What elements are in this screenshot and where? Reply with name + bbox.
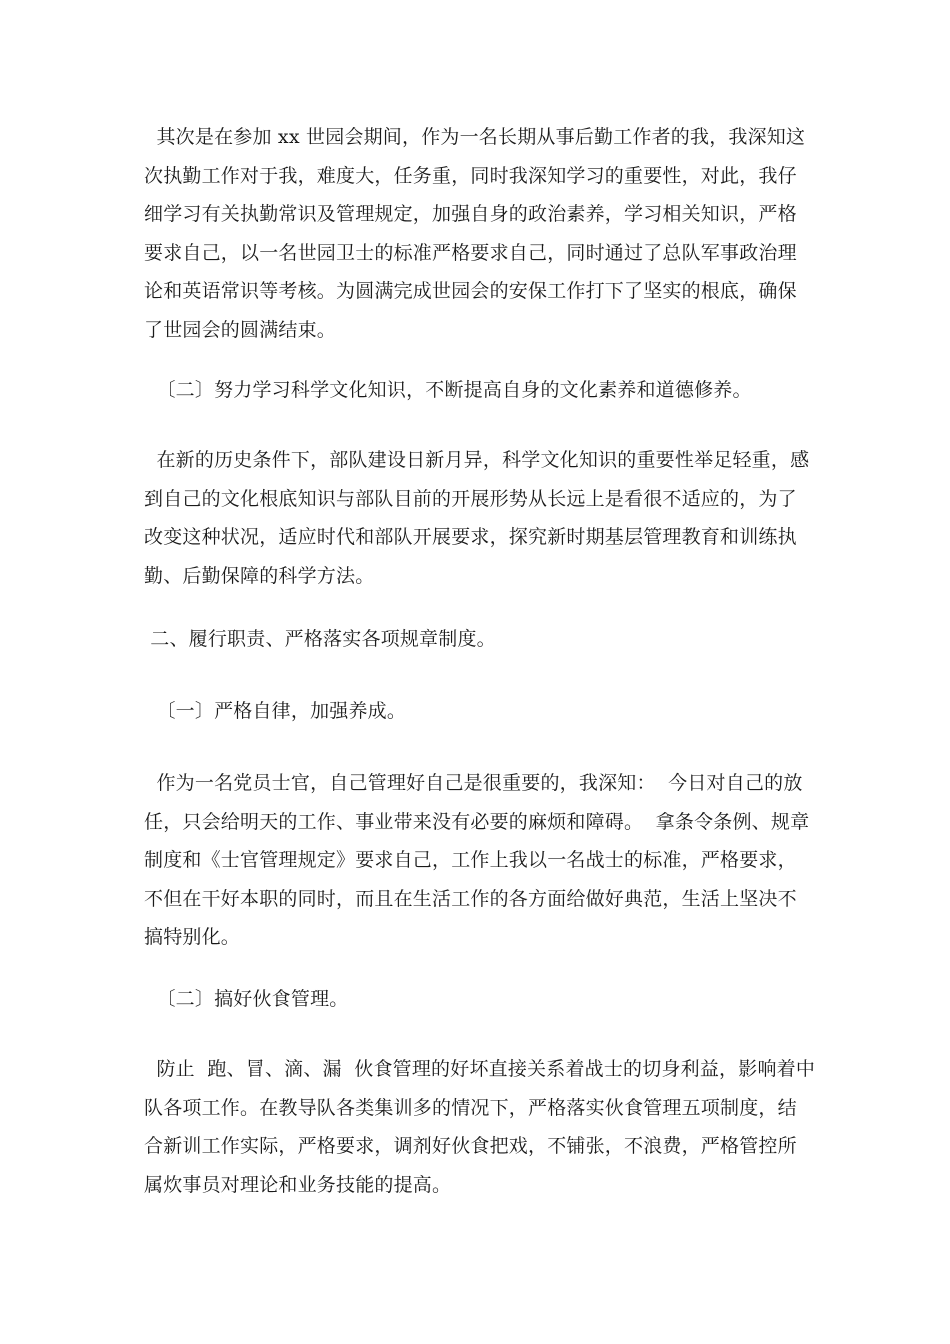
text-line: 细学习有关执勤常识及管理规定，加强自身的政治素养，学习相关知识，严格 — [144, 203, 797, 226]
paragraph-party-member — [144, 764, 810, 957]
paragraph-food-management — [144, 1050, 816, 1204]
text-line: 到自己的文化根底知识与部队目前的开展形势从长远上是看很不适应的，为了 — [144, 487, 797, 510]
text-line: 队各项工作。在教导队各类集训多的情况下，严格落实伙食管理五项制度，结 — [144, 1096, 797, 1119]
text-line: 〔二〕搞好伙食管理。 — [144, 988, 349, 1010]
text-line: 要求自己，以一名世园卫士的标准严格要求自己，同时通过了总队军事政治理 — [144, 241, 797, 264]
text-line: 在新的历史条件下，部队建设日新月异，科学文化知识的重要性举足轻重，感 — [144, 449, 810, 471]
paragraph-new-conditions — [144, 441, 810, 595]
text-line: 属炊事员对理论和业务技能的提高。 — [144, 1173, 452, 1196]
text-line: 其次是在参加 xx 世园会期间，作为一名长期从事后勤工作者的我，我深知这 — [144, 126, 806, 148]
text-line: 防止 跑、冒、滴、漏 伙食管理的好坏直接关系着战士的切身利益，影响着中 — [144, 1058, 816, 1080]
text-line: 搞特别化。 — [144, 926, 241, 949]
heading-self-discipline — [144, 692, 810, 731]
text-line: 改变这种状况，适应时代和部队开展要求，探究新时期基层管理教育和训练执 — [144, 526, 797, 549]
text-line: 了世园会的圆满结束。 — [144, 318, 337, 341]
text-line: 合新训工作实际，严格要求，调剂好伙食把戏，不铺张，不浪费，严格管控所 — [144, 1135, 797, 1158]
text-line: 制度和《士官管理规定》要求自己，工作上我以一名战士的标准，严格要求， — [144, 849, 797, 872]
text-line: 论和英语常识等考核。为圆满完成世园会的安保工作打下了坚实的根底，确保 — [144, 280, 797, 303]
text-line: 任，只会给明天的工作、事业带来没有必要的麻烦和障碍。 拿条令条例、规章 — [144, 810, 810, 833]
paragraph-shiyuanhui-duty — [144, 118, 810, 350]
text-line: 〔二〕努力学习科学文化知识，不断提高自身的文化素养和道德修养。 — [144, 379, 752, 401]
heading-study-culture — [144, 371, 810, 410]
heading-food-management — [144, 980, 810, 1019]
text-line: 勤、后勤保障的科学方法。 — [144, 564, 375, 587]
text-line: 二、履行职责、严格落实各项规章制度。 — [144, 628, 496, 650]
heading-section-two — [144, 620, 810, 659]
text-line: 次执勤工作对于我，难度大，任务重，同时我深知学习的重要性，对此，我仔 — [144, 164, 797, 187]
text-line: 不但在干好本职的同时，而且在生活工作的各方面给做好典范，生活上坚决不 — [144, 887, 797, 910]
text-line: 〔一〕严格自律，加强养成。 — [144, 700, 407, 722]
text-line: 作为一名党员士官，自己管理好自己是很重要的，我深知： 今日对自己的放 — [144, 772, 803, 794]
